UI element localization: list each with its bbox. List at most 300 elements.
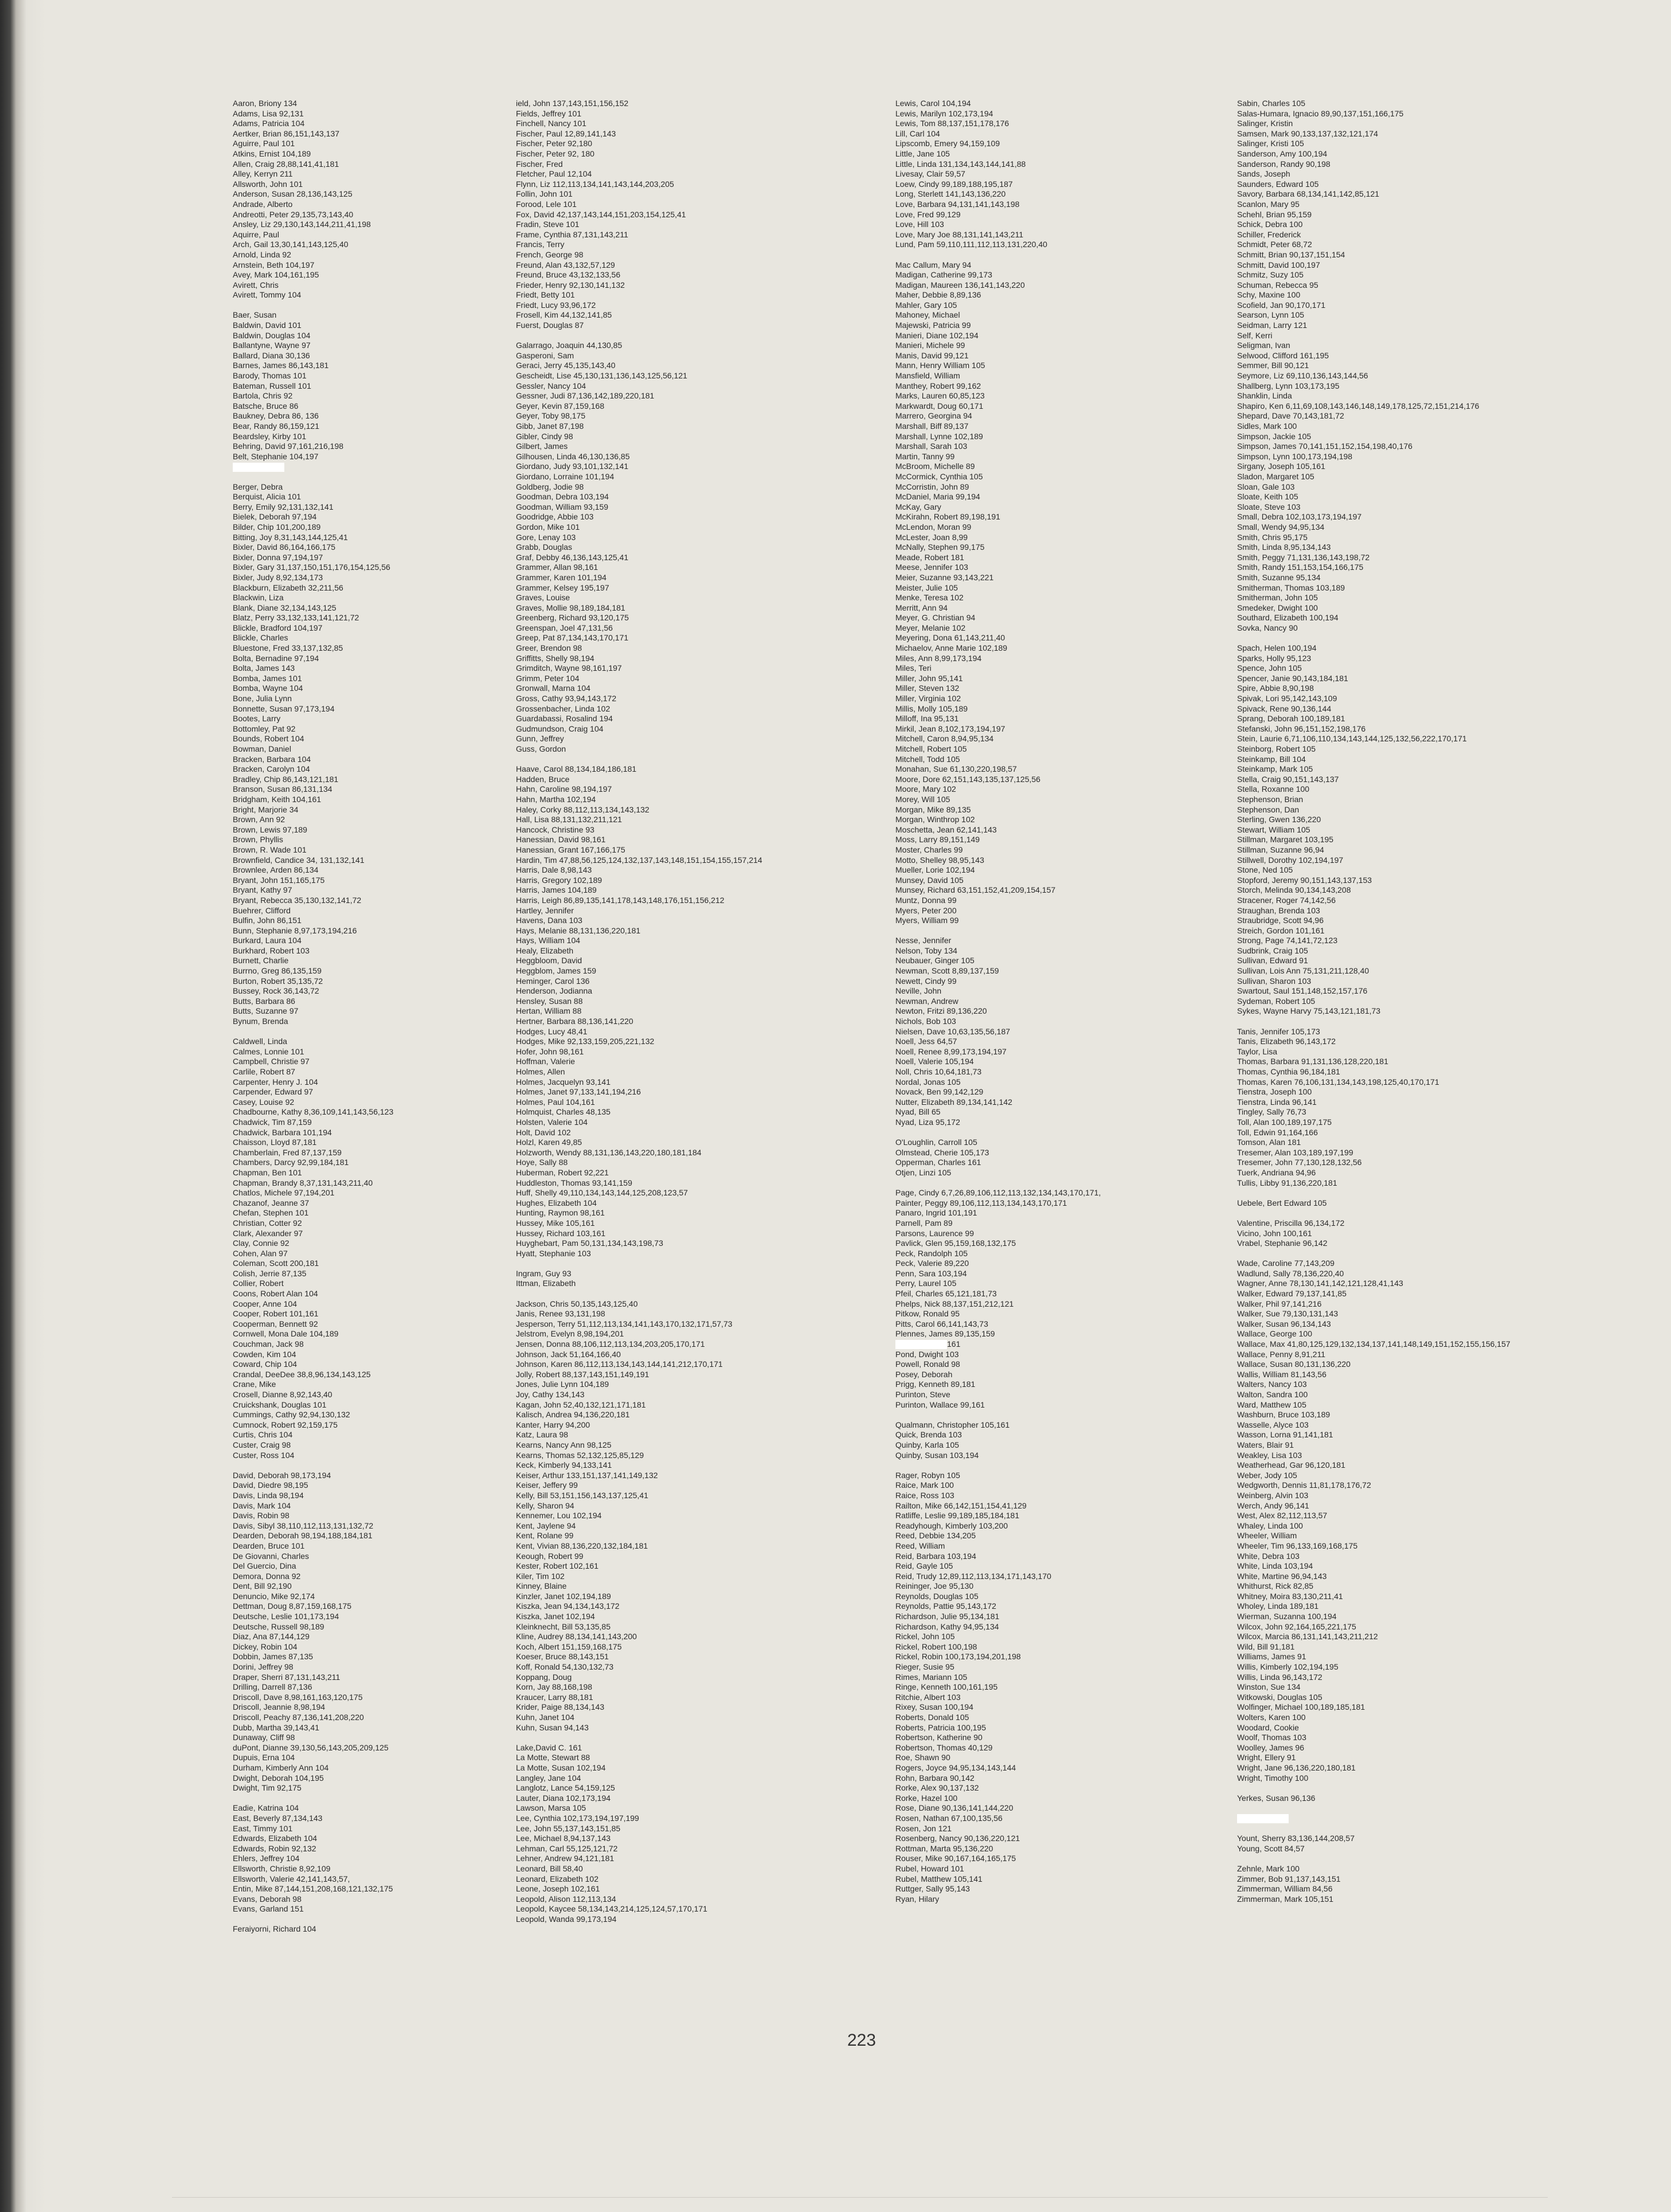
- index-entry: Gore, Lenay 103: [516, 532, 576, 542]
- index-entry: Alley, Kerryn 211: [233, 169, 293, 179]
- index-entry: Spire, Abbie 8,90,198: [1237, 683, 1314, 693]
- index-entry: Smith, Randy 151,153,154,166,175: [1237, 562, 1364, 572]
- index-entry: Wholey, Linda 189,181: [1237, 1601, 1319, 1611]
- index-entry: Peck, Randolph 105: [895, 1248, 968, 1258]
- index-entry: Woolley, James 96: [1237, 1742, 1304, 1752]
- index-entry: Phelps, Nick 88,137,151,212,121: [895, 1299, 1014, 1308]
- index-entry: Tomson, Alan 181: [1237, 1138, 1301, 1147]
- index-entry: Wild, Bill 91,181: [1237, 1642, 1295, 1651]
- index-entry: Tienstra, Joseph 100: [1237, 1087, 1312, 1097]
- index-entry: Jones, Julie Lynn 104,189: [516, 1379, 609, 1389]
- index-entry: Carpender, Edward 97: [233, 1087, 314, 1097]
- index-entry: Chatlos, Michele 97,194,201: [233, 1188, 335, 1198]
- index-entry: Gudmundson, Craig 104: [516, 724, 604, 733]
- index-entry: Pitts, Carol 66,141,143,73: [895, 1319, 988, 1328]
- index-entry: Reid, Gayle 105: [895, 1561, 953, 1571]
- index-entry: Kent, Jaylene 94: [516, 1521, 576, 1530]
- index-entry: Taylor, Lisa: [1237, 1046, 1278, 1056]
- index-entry: Rimes, Mariann 105: [895, 1672, 968, 1682]
- index-entry: Gilbert, James: [516, 441, 568, 451]
- index-entry: Manis, David 99,121: [895, 350, 969, 360]
- index-entry: Brownfield, Candice 34, 131,132,141: [233, 855, 365, 865]
- index-entry: Freund, Alan 43,132,57,129: [516, 260, 615, 269]
- index-entry: Mitchell, Robert 105: [895, 744, 967, 753]
- index-entry: Avirett, Chris: [233, 280, 279, 290]
- index-entry: Dunaway, Cliff 98: [233, 1733, 295, 1742]
- index-entry: Davis, Sibyl 38,110,112,113,131,132,72: [233, 1521, 374, 1530]
- index-entry: Coward, Chip 104: [233, 1359, 298, 1369]
- index-entry: Geraci, Jerry 45,135,143,40: [516, 361, 616, 370]
- index-entry: Holmquist, Charles 48,135: [516, 1107, 611, 1117]
- index-entry: Leopold, Kaycee 58,134,143,214,125,124,57,170,171: [516, 1904, 707, 1914]
- index-entry: Lehner, Andrew 94,121,181: [516, 1854, 615, 1863]
- index-entry: Follin, John 101: [516, 189, 573, 199]
- index-entry: Goodman, Debra 103,194: [516, 492, 609, 502]
- index-entry: Bone, Julia Lynn: [233, 694, 292, 704]
- index-entry: Newman, Scott 8,89,137,159: [895, 966, 999, 976]
- index-entry: Samsen, Mark 90,133,137,132,121,174: [1237, 128, 1378, 138]
- index-entry: Allsworth, John 101: [233, 179, 303, 189]
- index-entry: Heggbloom, David: [516, 956, 582, 966]
- index-entry: Wallace, Susan 80,131,136,220: [1237, 1359, 1351, 1369]
- index-entry: Caldwell, Linda: [233, 1037, 287, 1046]
- index-entry: Leonard, Bill 58,40: [516, 1863, 583, 1873]
- index-entry: Stopford, Jeremy 90,151,143,137,153: [1237, 875, 1372, 885]
- index-entry: Parnell, Pam 89: [895, 1218, 953, 1228]
- index-entry: Havens, Dana 103: [516, 916, 582, 925]
- index-entry: Sanderson, Amy 100,194: [1237, 148, 1328, 158]
- index-entry: Driscoll, Dave 8,98,161,163,120,175: [233, 1692, 363, 1702]
- index-entry: Love, Hill 103: [895, 220, 944, 229]
- index-entry: Smith, Chris 95,175: [1237, 532, 1308, 542]
- index-entry: Lawson, Marsa 105: [516, 1803, 586, 1813]
- index-entry: Simpson, Jackie 105: [1237, 431, 1312, 441]
- index-entry: Hussey, Richard 103,161: [516, 1228, 606, 1238]
- index-entry: Batsche, Bruce 86: [233, 401, 299, 411]
- index-entry: Keiser, Jeffery 99: [516, 1480, 578, 1490]
- index-entry: Couchman, Jack 98: [233, 1339, 304, 1349]
- index-entry: Long, Sterlett 141,143,136,220: [895, 189, 1006, 199]
- index-entry: Kennemer, Lou 102,194: [516, 1511, 602, 1521]
- index-entry: Cowden, Kim 104: [233, 1349, 296, 1359]
- index-entry: Monahan, Sue 61,130,220,198,57: [895, 764, 1017, 774]
- index-entry: Frame, Cynthia 87,131,143,211: [516, 229, 628, 239]
- index-entry: Cooper, Anne 104: [233, 1299, 298, 1308]
- index-entry: Meyer, Melanie 102: [895, 623, 966, 632]
- index-entry: Noell, Valerie 105,194: [895, 1057, 974, 1066]
- index-entry: Maher, Debbie 8,89,136: [895, 290, 981, 300]
- index-entry: Bynum, Brenda: [233, 1017, 288, 1026]
- index-entry: Wright, Timothy 100: [1237, 1773, 1309, 1783]
- index-entry: Branson, Susan 86,131,134: [233, 784, 332, 794]
- index-column-2: [516, 99, 894, 1924]
- index-entry: Zimmerman, William 84,56: [1237, 1884, 1333, 1894]
- index-entry: Hensley, Susan 88: [516, 996, 583, 1006]
- index-entry: Katz, Laura 98: [516, 1430, 569, 1440]
- index-entry: Custer, Craig 98: [233, 1440, 291, 1449]
- index-entry: Deutsche, Leslie 101,173,194: [233, 1612, 339, 1621]
- index-entry: Harris, Dale 8,98,143: [516, 865, 592, 875]
- index-entry: Davis, Linda 98,194: [233, 1490, 304, 1500]
- index-entry: Smith, Peggy 71,131,136,143,198,72: [1237, 552, 1370, 562]
- index-entry: Ehlers, Jeffrey 104: [233, 1854, 300, 1863]
- index-entry: Hunting, Raymon 98,161: [516, 1208, 605, 1218]
- index-entry: Weber, Jody 105: [1237, 1470, 1297, 1480]
- index-entry: Behring, David 97,161,216,198: [233, 441, 344, 451]
- index-entry: Adams, Patricia 104: [233, 119, 305, 128]
- index-entry: Rickel, Robert 100,198: [895, 1642, 977, 1651]
- index-entry: Dorini, Jeffrey 98: [233, 1662, 293, 1672]
- index-entry: Yerkes, Susan 96,136: [1237, 1793, 1316, 1803]
- index-entry: Bracken, Barbara 104: [233, 754, 311, 764]
- index-entry: Woodard, Cookie: [1237, 1722, 1299, 1732]
- index-entry: Shepard, Dave 70,143,181,72: [1237, 411, 1344, 421]
- index-entry: Friedt, Betty 101: [516, 290, 575, 300]
- index-entry: Baldwin, David 101: [233, 321, 302, 330]
- index-entry: Bounds, Robert 104: [233, 734, 304, 744]
- index-entry: Sydeman, Robert 105: [1237, 996, 1316, 1006]
- index-entry: Love, Mary Joe 88,131,141,143,211: [895, 229, 1024, 239]
- index-entry: Greenberg, Richard 93,120,175: [516, 613, 629, 623]
- index-entry: Marshall, Sarah 103: [895, 441, 968, 451]
- index-entry: Blank, Diane 32,134,143,125: [233, 603, 336, 612]
- index-entry: Holt, David 102: [516, 1127, 571, 1137]
- index-entry: Leopold, Wanda 99,173,194: [516, 1914, 617, 1924]
- index-entry: Livesay, Clair 59,57: [895, 169, 965, 179]
- index-entry: McCorristin, John 89: [895, 482, 969, 491]
- index-entry: Krider, Paige 88,134,143: [516, 1702, 605, 1712]
- index-entry: Denuncio, Mike 92,174: [233, 1591, 315, 1601]
- index-column-4: [1237, 99, 1615, 1904]
- index-entry: Robertson, Thomas 40,129: [895, 1742, 993, 1752]
- letter-gap: [895, 926, 1274, 936]
- index-entry: Moschetta, Jean 62,141,143: [895, 824, 997, 834]
- index-entry: Readyhough, Kimberly 103,200: [895, 1521, 1008, 1530]
- index-entry: Gilhousen, Linda 46,130,136,85: [516, 451, 630, 461]
- index-entry: Curtis, Chris 104: [233, 1430, 293, 1440]
- index-entry: Fischer, Paul 12,89,141,143: [516, 128, 616, 138]
- index-entry: Woolf, Thomas 103: [1237, 1733, 1306, 1742]
- index-entry: Koppang, Doug: [516, 1672, 572, 1682]
- index-entry: Marks, Lauren 60,85,123: [895, 391, 985, 401]
- index-entry: Crosell, Dianne 8,92,143,40: [233, 1390, 332, 1399]
- index-entry: Schmitt, David 100,197: [1237, 260, 1320, 269]
- index-entry: Walker, Phil 97,141,216: [1237, 1299, 1322, 1308]
- index-entry: Kinzler, Janet 102,194,189: [516, 1591, 611, 1601]
- index-entry: Washburn, Bruce 103,189: [1237, 1410, 1330, 1420]
- index-entry: Huyghebart, Pam 50,131,134,143,198,73: [516, 1238, 663, 1248]
- index-entry: McKay, Gary: [895, 502, 941, 511]
- index-entry: Kearns, Nancy Ann 98,125: [516, 1440, 612, 1449]
- index-entry: Huff, Shelly 49,110,134,143,144,125,208,123,57: [516, 1188, 688, 1198]
- letter-gap: [516, 755, 894, 765]
- index-entry: Koch, Albert 151,159,168,175: [516, 1642, 622, 1651]
- index-entry: Sirgany, Joseph 105,161: [1237, 462, 1325, 471]
- index-entry: Blackwin, Liza: [233, 593, 284, 603]
- index-entry: Bracken, Carolyn 104: [233, 764, 310, 774]
- index-entry: Gunn, Jeffrey: [516, 734, 564, 744]
- index-entry: Stracener, Roger 74,142,56: [1237, 895, 1336, 905]
- index-entry: Bielek, Deborah 97,194: [233, 512, 317, 522]
- index-entry: Wallis, William 81,143,56: [1237, 1369, 1326, 1379]
- letter-gap: [1237, 1017, 1615, 1027]
- index-entry: Avey, Mark 104,161,195: [233, 270, 319, 280]
- index-entry: Mirkil, Jean 8,102,173,194,197: [895, 724, 1005, 733]
- index-entry: Langlotz, Lance 54,159,125: [516, 1783, 615, 1793]
- index-entry: Bilder, Chip 101,200,189: [233, 522, 321, 531]
- index-entry: Colish, Jerrie 87,135: [233, 1268, 307, 1278]
- index-entry: Lee, Cynthia 102,173,194,197,199: [516, 1813, 639, 1823]
- index-entry: Lewis, Tom 88,137,151,178,176: [895, 119, 1009, 128]
- index-entry: Kent, Rolane 99: [516, 1531, 574, 1541]
- index-entry: Quinby, Karla 105: [895, 1440, 960, 1449]
- index-entry: Driscoll, Peachy 87,136,141,208,220: [233, 1713, 364, 1722]
- index-entry: Blickle, Bradford 104,197: [233, 623, 323, 632]
- index-entry: Reynolds, Pattie 95,143,172: [895, 1601, 996, 1611]
- index-entry: Stella, Craig 90,151,143,137: [1237, 774, 1339, 784]
- index-entry: Wheeler, Tim 96,133,169,168,175: [1237, 1541, 1358, 1550]
- index-entry: Pavlick, Glen 95,159,168,132,175: [895, 1238, 1016, 1248]
- index-entry: Buehrer, Clifford: [233, 905, 291, 915]
- index-entry: Bixler, Donna 97,194,197: [233, 552, 323, 562]
- letter-gap: [1237, 1824, 1615, 1834]
- letter-gap: [516, 1733, 894, 1743]
- index-entry: Salas-Humara, Ignacio 89,90,137,151,166,175: [1237, 108, 1404, 118]
- index-entry: East, Timmy 101: [233, 1823, 293, 1833]
- index-entry: Lehman, Carl 55,125,121,72: [516, 1843, 618, 1853]
- index-entry: Rickel, John 105: [895, 1632, 955, 1642]
- index-entry: Freund, Bruce 43,132,133,56: [516, 270, 621, 280]
- index-entry: Zimmer, Bob 91,137,143,151: [1237, 1874, 1341, 1883]
- index-entry: Cumnock, Robert 92,159,175: [233, 1420, 338, 1429]
- index-entry: Sullivan, Edward 91: [1237, 956, 1308, 966]
- index-entry: Hussey, Mike 105,161: [516, 1218, 595, 1228]
- index-entry: Lund, Pam 59,110,111,112,113,131,220,40: [895, 240, 1047, 249]
- index-entry: Griffitts, Shelly 98,194: [516, 653, 594, 663]
- index-entry: East, Beverly 87,134,143: [233, 1813, 323, 1823]
- index-entry: Newton, Fritzi 89,136,220: [895, 1006, 987, 1016]
- index-entry: Raice, Ross 103: [895, 1490, 954, 1500]
- index-entry: Dubb, Martha 39,143,41: [233, 1722, 319, 1732]
- index-entry: Wedgworth, Dennis 11,81,178,176,72: [1237, 1480, 1371, 1490]
- index-entry: Willis, Linda 96,143,172: [1237, 1672, 1322, 1682]
- bottom-rule: [172, 2197, 1548, 2198]
- index-entry: Sloan, Gale 103: [1237, 482, 1295, 491]
- index-entry: Wallace, George 100: [1237, 1329, 1312, 1339]
- index-entry: Forood, Lele 101: [516, 199, 577, 209]
- index-entry: Haave, Carol 88,134,184,186,181: [516, 764, 637, 774]
- index-entry: McLendon, Moran 99: [895, 522, 972, 531]
- index-entry: Lauter, Diana 102,173,194: [516, 1793, 611, 1803]
- redaction-box: [1237, 1814, 1289, 1823]
- index-entry: Custer, Ross 104: [233, 1450, 295, 1460]
- index-entry: McBroom, Michelle 89: [895, 462, 975, 471]
- index-entry: Bryant, Rebecca 35,130,132,141,72: [233, 895, 362, 905]
- index-entry: Bonnette, Susan 97,173,194: [233, 704, 335, 713]
- index-entry: Hanessian, David 98,161: [516, 835, 606, 845]
- index-entry: Crandal, DeeDee 38,8,96,134,143,125: [233, 1369, 371, 1379]
- index-entry: Wade, Caroline 77,143,209: [1237, 1259, 1335, 1268]
- index-entry: Novack, Ben 99,142,129: [895, 1087, 984, 1097]
- index-entry: Lee, John 55,137,143,151,85: [516, 1823, 621, 1833]
- index-entry: Walton, Sandra 100: [1237, 1390, 1308, 1399]
- index-entry: Quinby, Susan 103,194: [895, 1450, 979, 1460]
- index-entry: Bolta, Bernadine 97,194: [233, 653, 319, 663]
- index-entry: Smedeker, Dwight 100: [1237, 603, 1318, 612]
- index-entry: Edwards, Robin 92,132: [233, 1843, 316, 1853]
- index-entry: Scofield, Jan 90,170,171: [1237, 300, 1326, 310]
- index-entry: White, Linda 103,194: [1237, 1561, 1313, 1571]
- index-entry: Gescheidt, Lise 45,130,131,136,143,125,56,121: [516, 371, 687, 381]
- index-entry: Grossenbacher, Linda 102: [516, 704, 611, 713]
- index-entry: Gordon, Mike 101: [516, 522, 580, 531]
- index-entry: Qualmann, Christopher 105,161: [895, 1420, 1010, 1429]
- index-entry: Peck, Valerie 89,220: [895, 1259, 969, 1268]
- index-entry: Powell, Ronald 98: [895, 1359, 960, 1369]
- index-entry: Roberts, Patricia 100,195: [895, 1722, 986, 1732]
- index-entry: Miller, Steven 132: [895, 683, 960, 693]
- index-entry: Dearden, Deborah 98,194,188,184,181: [233, 1531, 373, 1541]
- index-entry: Koeser, Bruce 88,143,151: [516, 1652, 609, 1662]
- index-entry: Seligman, Ivan: [1237, 341, 1290, 350]
- index-entry: Moore, Dore 62,151,143,135,137,125,56: [895, 774, 1040, 784]
- index-entry: Koff, Ronald 54,130,132,73: [516, 1662, 614, 1672]
- index-entry: Chadbourne, Kathy 8,36,109,141,143,56,123: [233, 1107, 394, 1117]
- index-entry: Perry, Laurel 105: [895, 1279, 957, 1288]
- index-entry: Stillman, Margaret 103,195: [1237, 835, 1334, 845]
- index-entry: Ellsworth, Valerie 42,141,143,57,: [233, 1874, 350, 1883]
- index-entry: Harris, Gregory 102,189: [516, 875, 602, 885]
- index-entry: Holmes, Janet 97,133,141,194,216: [516, 1087, 641, 1097]
- index-entry: Sterling, Gwen 136,220: [1237, 815, 1321, 824]
- index-entry: Kearns, Thomas 52,132,125,85,129: [516, 1450, 644, 1460]
- index-entry: Jelstrom, Evelyn 8,98,194,201: [516, 1329, 624, 1339]
- index-entry: Seymore, Liz 69,110,136,143,144,56: [1237, 371, 1368, 381]
- index-entry: Tresemer, Alan 103,189,197,199: [1237, 1147, 1353, 1157]
- index-entry: Richardson, Kathy 94,95,134: [895, 1621, 999, 1631]
- index-entry: Railton, Mike 66,142,151,154,41,129: [895, 1500, 1027, 1510]
- index-entry: Steinkamp, Bill 104: [1237, 754, 1306, 764]
- index-entry: Tienstra, Linda 96,141: [1237, 1097, 1317, 1107]
- index-entry: Jesperson, Terry 51,112,113,134,141,143,170,132,171,57,73: [516, 1319, 733, 1328]
- index-entry: Ritchie, Albert 103: [895, 1692, 961, 1702]
- index-entry: Nyad, Bill 65: [895, 1107, 941, 1117]
- index-entry: Chapman, Ben 101: [233, 1167, 302, 1177]
- index-entry: Dent, Bill 92,190: [233, 1581, 292, 1591]
- index-entry: Lewis, Marilyn 102,173,194: [895, 108, 993, 118]
- index-entry: Draper, Sherri 87,131,143,211: [233, 1672, 341, 1682]
- index-entry: Greer, Brendon 98: [516, 643, 582, 653]
- index-entry: Winston, Sue 134: [1237, 1682, 1301, 1692]
- index-entry: Zimmerman, Mark 105,151: [1237, 1894, 1334, 1904]
- index-entry: Ruttger, Sally 95,143: [895, 1884, 970, 1894]
- index-entry: Miles, Ann 8,99,173,194: [895, 653, 982, 663]
- index-entry: Crane, Mike: [233, 1379, 276, 1389]
- index-entry: Hahn, Caroline 98,194,197: [516, 784, 612, 794]
- index-entry: Rorke, Alex 90,137,132: [895, 1783, 979, 1793]
- index-entry: Eadie, Katrina 104: [233, 1803, 299, 1813]
- index-entry: Noell, Jess 64,57: [895, 1037, 957, 1046]
- index-entry: Gessler, Nancy 104: [516, 381, 586, 390]
- index-entry: Roberts, Donald 105: [895, 1713, 969, 1722]
- index-entry: Hughes, Elizabeth 104: [516, 1198, 597, 1207]
- index-entry: Berry, Emily 92,131,132,141: [233, 502, 334, 511]
- index-entry: Otjen, Linzi 105: [895, 1167, 952, 1177]
- index-entry: Dwight, Tim 92,175: [233, 1783, 302, 1793]
- index-entry: De Giovanni, Charles: [233, 1551, 310, 1561]
- index-entry: Frieder, Henry 92,130,141,132: [516, 280, 625, 290]
- index-entry: Ballard, Diana 30,136: [233, 350, 310, 360]
- index-entry: Demora, Donna 92: [233, 1571, 301, 1581]
- index-entry: Hahn, Martha 102,194: [516, 794, 596, 804]
- index-entry: Plennes, James 89,135,159: [895, 1329, 995, 1339]
- index-entry: Spencer, Janie 90,143,184,181: [1237, 673, 1348, 683]
- index-entry: Bixler, Judy 8,92,134,173: [233, 572, 323, 582]
- index-entry: Loew, Cindy 99,189,188,195,187: [895, 179, 1013, 189]
- index-entry: Dwight, Deborah 104,195: [233, 1773, 324, 1783]
- index-entry: Clark, Alexander 97: [233, 1228, 303, 1238]
- index-entry: Fischer, Peter 92,180: [516, 139, 593, 148]
- index-entry: Keck, Kimberly 94,133,141: [516, 1460, 612, 1470]
- index-entry: Dettman, Doug 8,87,159,168,175: [233, 1601, 352, 1611]
- index-entry: Little, Jane 105: [895, 148, 950, 158]
- index-entry: Neubauer, Ginger 105: [895, 956, 975, 966]
- index-entry: Coons, Robert Alan 104: [233, 1289, 318, 1299]
- redacted-entry: [895, 1339, 1274, 1350]
- index-entry: Wilcox, Marcia 86,131,141,143,211,212: [1237, 1632, 1378, 1642]
- index-entry: Vrabel, Stephanie 96,142: [1237, 1238, 1328, 1248]
- index-entry: Keiser, Arthur 133,151,137,141,149,132: [516, 1470, 658, 1480]
- index-entry: Love, Fred 99,129: [895, 209, 961, 219]
- index-entry: Ryan, Hilary: [895, 1894, 940, 1904]
- index-entry: Holmes, Paul 104,161: [516, 1097, 595, 1107]
- index-entry: Martin, Tanny 99: [895, 451, 955, 461]
- index-entry: Diaz, Ana 87,144,129: [233, 1632, 310, 1642]
- index-entry: Walker, Susan 96,134,143: [1237, 1319, 1331, 1328]
- index-entry: Penn, Sara 103,194: [895, 1268, 967, 1278]
- index-entry: Thomas, Barbara 91,131,136,128,220,181: [1237, 1057, 1388, 1066]
- index-entry: Kuhn, Susan 94,143: [516, 1722, 589, 1732]
- index-entry: Waters, Blair 91: [1237, 1440, 1294, 1449]
- index-entry: Schmidt, Peter 68,72: [1237, 240, 1312, 249]
- index-entry: Kinney, Blaine: [516, 1581, 567, 1591]
- index-entry: McLester, Joan 8,99: [895, 532, 968, 542]
- index-entry: Huddleston, Thomas 93,141,159: [516, 1178, 632, 1187]
- index-entry: Christian, Cotter 92: [233, 1218, 302, 1228]
- index-entry: Schmitt, Brian 90,137,151,154: [1237, 249, 1345, 259]
- index-entry: Jensen, Donna 88,106,112,113,134,203,205,170,171: [516, 1339, 705, 1349]
- index-entry: Fradin, Steve 101: [516, 220, 580, 229]
- index-entry: Burkard, Laura 104: [233, 936, 302, 945]
- index-entry: Cruickshank, Douglas 101: [233, 1400, 327, 1409]
- index-entry: Saunders, Edward 105: [1237, 179, 1319, 189]
- index-entry: Bartola, Chris 92: [233, 391, 293, 401]
- index-entry: Gessner, Judi 87,136,142,189,220,181: [516, 391, 655, 401]
- index-entry: Hancock, Christine 93: [516, 824, 594, 834]
- index-entry: Holsten, Valerie 104: [516, 1117, 588, 1127]
- index-entry: Fischer, Peter 92, 180: [516, 148, 594, 158]
- index-entry: Rose, Diane 90,136,141,144,220: [895, 1803, 1013, 1813]
- index-entry: Rickel, Robin 100,173,194,201,198: [895, 1652, 1021, 1662]
- index-entry: Keough, Robert 99: [516, 1551, 584, 1561]
- index-entry: Coleman, Scott 200,181: [233, 1259, 319, 1268]
- index-entry: Spivak, Lori 95,142,143,109: [1237, 694, 1337, 704]
- index-entry: Sidles, Mark 100: [1237, 421, 1297, 431]
- index-entry: Meese, Jennifer 103: [895, 562, 968, 572]
- index-entry: Reynolds, Douglas 105: [895, 1591, 979, 1601]
- index-entry: Menke, Teresa 102: [895, 593, 964, 603]
- index-entry: Marshall, Lynne 102,189: [895, 431, 983, 441]
